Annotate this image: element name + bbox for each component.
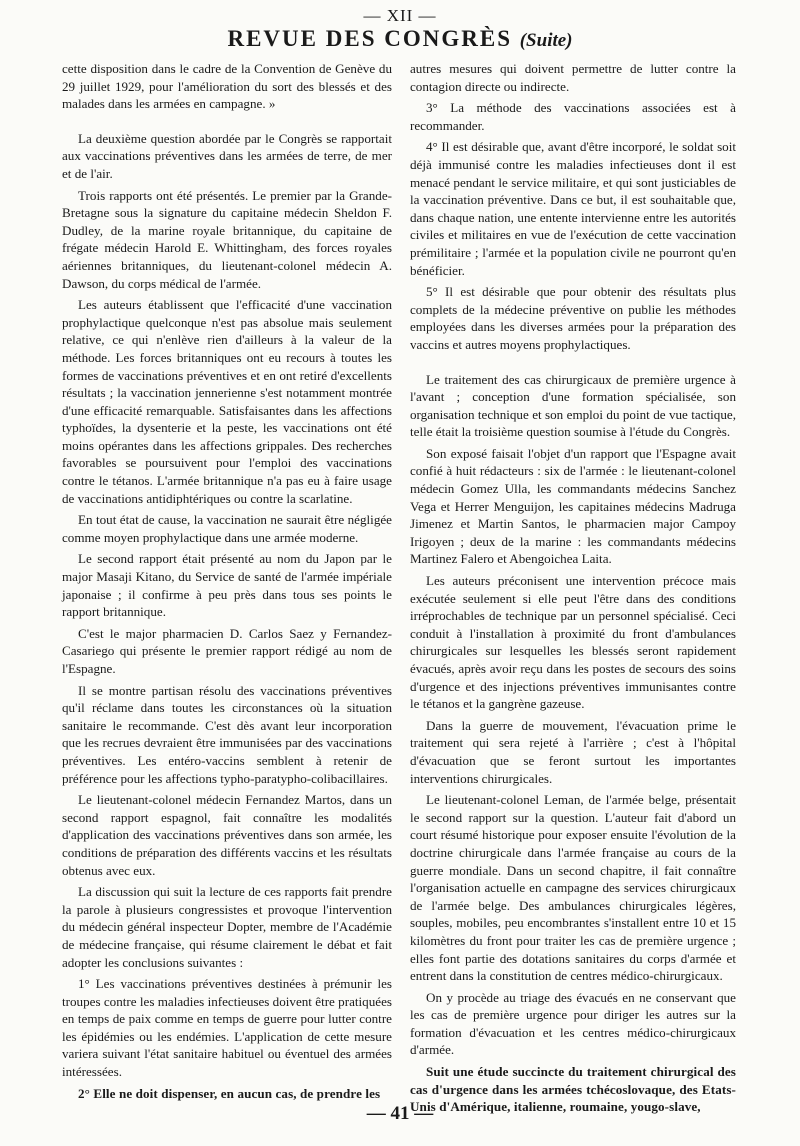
right-column (410, 60, 736, 1120)
paragraph: 1° Les vaccinations préventives destinées à prémunir les troupes contre les maladies infectieuses doivent être pratiquées en temps de paix comme en temps de guerre pour lutter contre les épidémies ou les endémies. L'application de cette mesure variera suivant l'état sanitaire habituel ou éventuel des armées intéressées. (62, 976, 392, 1080)
paragraph: Les auteurs préconisent une intervention précoce mais exécutée seulement si elle peut l'être dans des conditions irréprochables de technique par un personnel spécialisé. Ceci conduit à l'installation à proximité du front d'ambulances chirurgicales sur lesquelles les blessés seront rapidement évacués, après avoir reçu dans les postes de secours des soins d'urgence et des injections préventives immunisantes contre le tétanos et la gangrène gazeuse. (410, 573, 736, 712)
paragraph: En tout état de cause, la vaccination ne saurait être négligée comme moyen prophylactique dans une armée moderne. (62, 512, 392, 545)
paragraph: 3° La méthode des vaccinations associées est à recommander. (410, 100, 736, 133)
paragraph: autres mesures qui doivent permettre de lutter contre la contagion directe ou indirecte. (410, 61, 736, 94)
paragraph: Trois rapports ont été présentés. Le premier par la Grande-Bretagne sous la signature du capitaine médecin Sheldon F. Dudley, de la marine royale britannique, du capitaine de frégate médecin Harold E. Whittingham, des forces royales aériennes britanniques, du lieutenant-colonel médecin A. Dawson, du corps médical de l'armée. (62, 187, 392, 291)
page-number-roman: — XII — (363, 6, 437, 25)
paragraph: Le lieutenant-colonel médecin Fernandez Martos, dans un second rapport espagnol, fait connaître les modalités d'application des vaccinations préventives dans son armée, les conditions de préparation des différents vaccins et les résultats obtenus avec eux. (62, 792, 392, 878)
paragraph: Il se montre partisan résolu des vaccinations préventives qu'il réclame dans toutes les circonstances où la situation sanitaire le recommande. C'est dès avant leur incorporation que les recrues devraient être immunisées par des vaccinations préventives. Les entéro-vaccins semblent à retenir de préférence pour les affections typho-paratypho-colibacillaires. (62, 682, 392, 786)
paragraph: Les auteurs établissent que l'efficacité d'une vaccination prophylactique quelconque n'est pas absolue mais seulement relative, ce qui n'enlève rien d'ailleurs à la valeur de la méthode. Les forces britanniques ont eu recours à toutes les formes de vaccinations préventives et en ont retiré d'excellents résultats ; la vaccination jennerienne s'est notamment montrée d'une efficacité remarquable. Satisfaisantes dans les affections typhoïdes, la dysenterie et la peste, les vaccinations ont été moins opérantes dans les affections grippales. Des recherches favorables se poursuivent pour l'emploi des vaccinations contre le tétanos. L'armée britannique n'a pas eu à faire usage de vaccinations antidiphtériques ou contre la scarlatine. (62, 297, 392, 506)
page-title-suffix: (Suite) (519, 30, 573, 51)
paragraph: Son exposé faisait l'objet d'un rapport que l'Espagne avait confié à huit rédacteurs : six de l'armée : le lieutenant-colonel médecin Gomez Ulla, les commandants médecins Sanchez Vega et Herrer Menguijon, les capitaines médecins Madruga Jimenez et Martin Santos, le pharmacien major Campoy Irigoyen ; deux de la marine : les commandants médecins Martinez Falero et Abengoichea Laita. (410, 445, 736, 567)
page-number-footer: — 41 — (366, 1103, 434, 1124)
paragraph: 4° Il est désirable que, avant d'être incorporé, le soldat soit déjà immunisé contre les maladies infectieuses dont il est menacé pendant le service militaire, et qui sont justiciables de la vaccination préventive. Dans ce but, il est souhaitable que, dans chaque nation, une entente intervienne entre les autorités civiles et militaires en vue de l'exécution de cette vaccination prémilitaire ; l'armée et la population civile ne pourront qu'en bénéficier. (410, 139, 736, 278)
paragraph: On y procède au triage des évacués en ne conservant que les cas de première urgence pour diriger les autres sur la formation d'évacuation et les centres médico-chirurgicaux d'armée. (410, 989, 736, 1058)
paragraph: Le lieutenant-colonel Leman, de l'armée belge, présentait le second rapport sur la question. L'auteur fait d'abord un court résumé historique pour exposer ensuite l'évolution de la doctrine chirurgicale dans l'armée française au cours de la guerre mondiale. Dans un second chapitre, il fait connaître l'organisation actuelle en campagne des services chirurgicaux de l'armée belge. Des ambulances chirurgicales légères, souples, mobiles, peu encombrantes s'installent entre 10 et 15 kilomètres du front pour traiter les cas de première urgence ; elles font partie des dotations sanitaires du corps d'armée et entrent dans la constitution de centres médico-chirurgicaux. (410, 792, 736, 984)
paragraph: Suit une étude succincte du traitement chirurgical des cas d'urgence dans les armées tchécoslovaque, des Etats-Unis d'Amérique, italienne, roumaine, yougo-slave, (410, 1064, 736, 1115)
paragraph: C'est le major pharmacien D. Carlos Saez y Fernandez-Casariego qui présente le premier rapport rédigé au nom de l'Espagne. (62, 625, 392, 676)
paragraph: Dans la guerre de mouvement, l'évacuation prime le traitement qui sera rejeté à l'arrière ; c'est à l'hôpital d'évacuation que se feront surtout les importantes interventions chirurgicales. (410, 717, 736, 786)
paragraph: La discussion qui suit la lecture de ces rapports fait prendre la parole à plusieurs congressistes et provoque l'intervention du médecin général inspecteur Dopter, membre de l'Académie de médecine française, qui résume clairement le débat et fait adopter les conclusions suivantes : (62, 884, 392, 970)
paragraph: 2° Elle ne doit dispenser, en aucun cas, de prendre les (78, 1085, 381, 1101)
page-title-text: REVUE DES CONGRÈS (227, 26, 512, 51)
paragraph: 5° Il est désirable que pour obtenir des résultats plus complets de la médecine préventive on publie les méthodes employées dans les diverses armées pour la préparation des vaccins et autres moyens prophylactiques. (410, 284, 736, 352)
paragraph: La deuxième question abordée par le Congrès se rapportait aux vaccinations préventives dans les armées de terre, de mer et de l'air. (62, 130, 392, 181)
page-title (0, 26, 800, 52)
paragraph: cette disposition dans le cadre de la Convention de Genève du 29 juillet 1929, pour l'amélioration du sort des blessés et des malades dans les armées en campagne. » (62, 61, 392, 112)
left-column (62, 60, 392, 1106)
paragraph: Le second rapport était présenté au nom du Japon par le major Masaji Kitano, du Service de santé de l'armée impériale japonaise ; il confirme à peu près dans tous ses points le rapport britannique. (62, 551, 392, 620)
paragraph: Le traitement des cas chirurgicaux de première urgence à l'avant ; conception d'une formation spécialisée, son organisation technique et son emploi du point de vue tactique, telle était la troisième question soumise à l'étude du Congrès. (410, 371, 736, 440)
